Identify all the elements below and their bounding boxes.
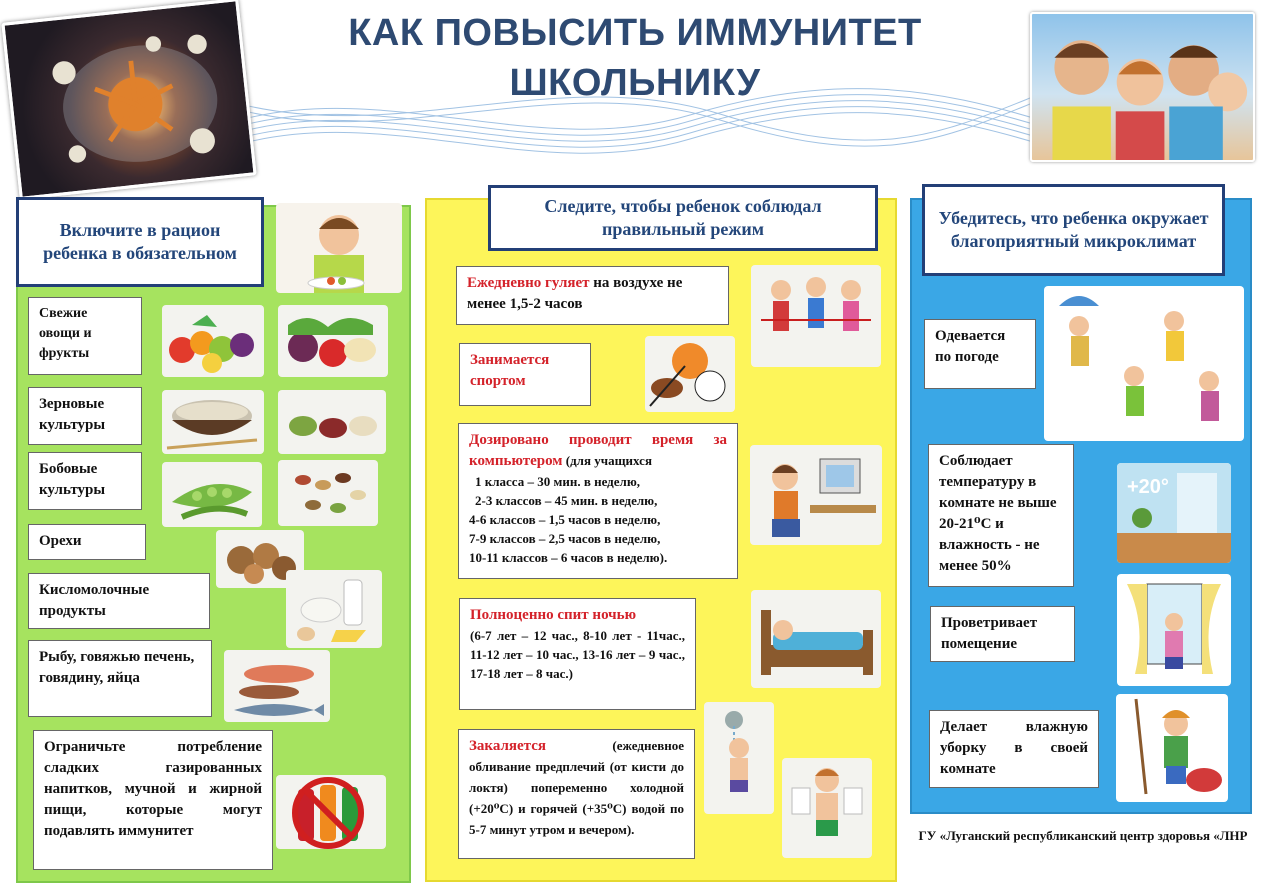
peas-image bbox=[162, 462, 262, 527]
footer-organization: ГУ «Луганский республиканский центр здоровья «ЛНР bbox=[918, 828, 1248, 843]
grains-image bbox=[162, 390, 264, 454]
microclimate-header: Убедитесь, что ребенка окружает благоприятный микроклимат bbox=[922, 184, 1225, 276]
item-dairy: Кисломолочные продукты bbox=[28, 573, 210, 629]
ventilation-box: Проветривает помещение bbox=[930, 606, 1075, 662]
kids-running-image bbox=[751, 265, 881, 367]
hardening-title: Закаляется bbox=[469, 738, 546, 754]
sport-balls-image bbox=[645, 336, 735, 412]
walk-outdoors-box bbox=[456, 266, 729, 325]
fruits-image bbox=[162, 305, 264, 377]
computer-line-5: 10-11 классов – 6 часов в неделю). bbox=[469, 550, 668, 565]
walk-text: на воздухе не менее 1,5-2 часов bbox=[467, 275, 683, 312]
dress-for-weather-box: Одевается по погоде bbox=[924, 319, 1036, 389]
window-child-image bbox=[1117, 574, 1231, 686]
page-title bbox=[270, 8, 1000, 108]
computer-note: (для учащихся bbox=[562, 453, 652, 468]
boy-eating-image bbox=[276, 203, 402, 293]
computer-line-4: 7-9 классов – 2,5 часов в неделю, bbox=[469, 531, 661, 546]
computer-time-box bbox=[458, 423, 738, 579]
vegetables-image bbox=[278, 305, 388, 377]
fish-meat-image bbox=[224, 650, 330, 722]
item-limit-sweets: Ограничьте потребление сладких газированных напитков, мучной и жирной пищи, которые могут подавлять иммунитет bbox=[33, 730, 273, 870]
walk-title: Ежедневно гуляет bbox=[467, 275, 590, 291]
weather-children-image bbox=[1044, 286, 1244, 441]
computer-title: Дозировано проводит время за компьютером bbox=[469, 432, 727, 469]
computer-line-2: 2-3 классов – 45 мин. в неделю, bbox=[475, 493, 658, 508]
room-thermometer-image bbox=[1117, 463, 1231, 563]
item-grains: Зерновые культуры bbox=[28, 387, 142, 445]
sleep-title: Полноценно спит ночью bbox=[470, 607, 637, 623]
hardening-text: (ежедневное обливание предплечий (от кисти до локтя) попеременно холодной (+20⁰С) и горячей (+35⁰С) водой по 5-7 минут утром и вечером). bbox=[469, 738, 684, 837]
sport-title: Занимается спортом bbox=[470, 352, 550, 389]
room-temperature-box: Соблюдает температуру в комнате не выше 20-21⁰С и влажность - не менее 50% bbox=[928, 444, 1074, 587]
dairy-image bbox=[286, 570, 382, 648]
hardening-box bbox=[458, 729, 695, 859]
item-vegetables-fruits: Свежие овощи и фрукты bbox=[28, 297, 142, 375]
item-fish-meat: Рыбу, говяжью печень, говядину, яйца bbox=[28, 640, 212, 717]
item-legumes: Бобовые культуры bbox=[28, 452, 142, 510]
shower-child-image bbox=[704, 702, 774, 814]
sleeping-child-image bbox=[751, 590, 881, 688]
computer-line-3: 4-6 классов – 1,5 часов в неделю, bbox=[469, 512, 661, 527]
item-nuts: Орехи bbox=[28, 524, 146, 560]
thermometer-label: +20° bbox=[1127, 476, 1169, 498]
virus-image bbox=[1, 0, 256, 200]
regime-header: Следите, чтобы ребенок соблюдал правильный режим bbox=[488, 185, 878, 251]
wet-cleaning-box: Делает влажную уборку в своей комнате bbox=[929, 710, 1099, 788]
sleep-text: (6-7 лет – 12 час., 8-10 лет - 11час., 11-12 лет – 10 час., 13-16 лет – 9 час., 17-18 лет – 8 час.) bbox=[470, 628, 685, 681]
title-line-1: КАК ПОВЫСИТЬ ИММУНИТЕТ bbox=[348, 12, 922, 54]
sleep-box bbox=[459, 598, 696, 710]
cleaning-child-image bbox=[1116, 694, 1228, 802]
kids-photo bbox=[1030, 12, 1255, 162]
nutrition-header: Включите в рацион ребенка в обязательном bbox=[16, 197, 264, 287]
computer-line-1: 1 класса – 30 мин. в неделю, bbox=[475, 474, 641, 489]
beans-spoons-image bbox=[278, 390, 386, 454]
mixed-beans-image bbox=[278, 460, 378, 526]
title-line-2: ШКОЛЬНИКУ bbox=[509, 62, 761, 104]
sport-box bbox=[459, 343, 591, 406]
boy-computer-image bbox=[750, 445, 882, 545]
towel-child-image bbox=[782, 758, 872, 858]
no-soda-image bbox=[276, 775, 386, 849]
